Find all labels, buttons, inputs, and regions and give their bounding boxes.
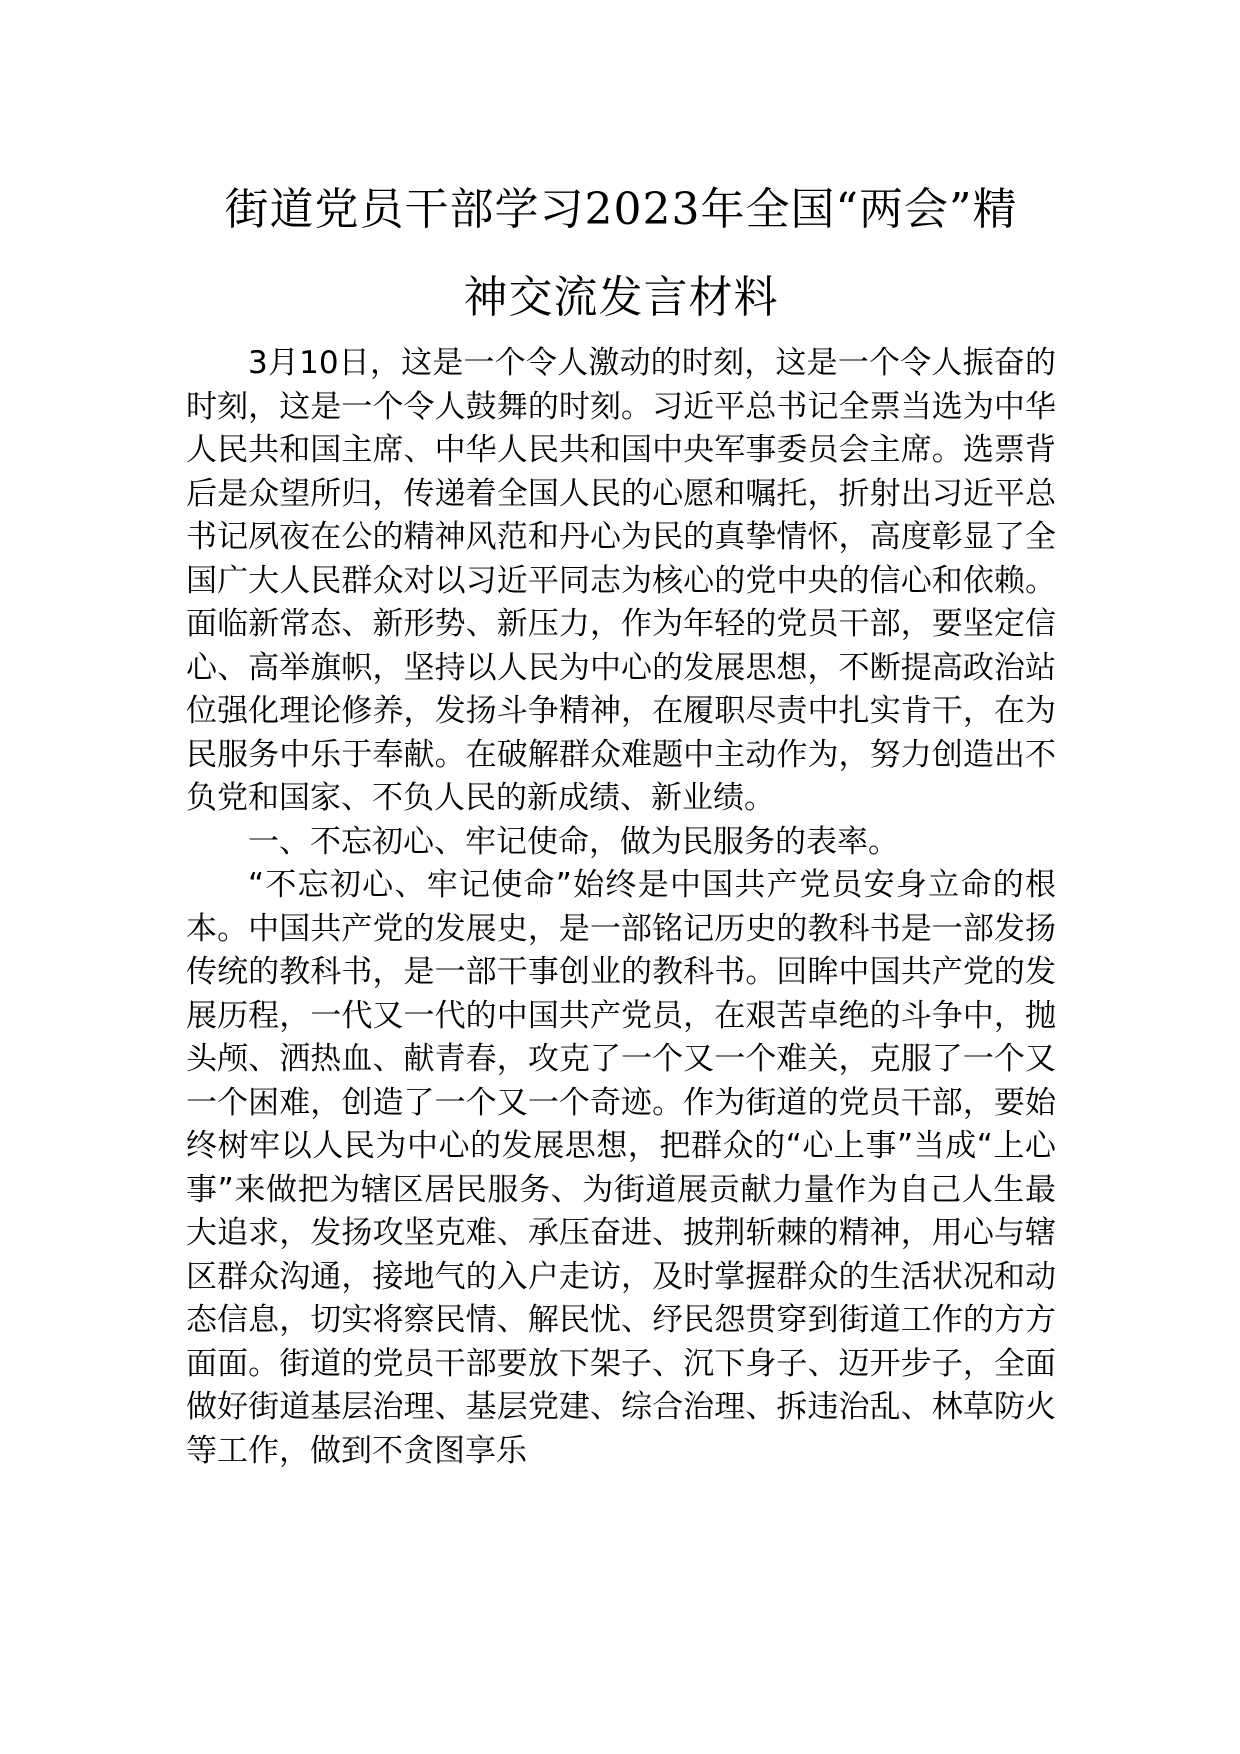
- document-body: [186, 166, 1056, 1473]
- title-line-2: 神交流发言材料: [463, 272, 779, 323]
- title-line-1: 街道党员干部学习2023年全国“两会”精: [224, 184, 1018, 235]
- paragraph-intro: 3月10日，这是一个令人激动的时刻，这是一个令人振奋的时刻，这是一个令人鼓舞的时刻。习近平总书记全票当选为中华人民共和国主席、中华人民共和国中央军事委员会主席。选票背后是众望所归，传递着全国人民的心愿和嘱托，折射出习近平总书记夙夜在公的精神风范和丹心为民的真挚情怀，高度彰显了全国广大人民群众对以习近平同志为核心的党中央的信心和依赖。面临新常态、新形势、新压力，作为年轻的党员干部，要坚定信心、高举旗帜，坚持以人民为中心的发展思想，不断提高政治站位强化理论修养，发扬斗争精神，在履职尽责中扎实肯干，在为民服务中乐于奉献。在破解群众难题中主动作为，努力创造出不负党和国家、不负人民的新成绩、新业绩。: [186, 345, 1056, 816]
- paragraph-section-1: “不忘初心、牢记使命”始终是中国共产党员安身立命的根本。中国共产党的发展史，是一部铭记历史的教科书是一部发扬传统的教科书，是一部干事创业的教科书。回眸中国共产党的发展历程，一代又一代的中国共产党员，在艰苦卓绝的斗争中，抛头颅、洒热血、献青春，攻克了一个又一个难关，克服了一个又一个困难，创造了一个又一个奇迹。作为街道的党员干部，要始终树牢以人民为中心的发展思想，把群众的“心上事”当成“上心事”来做把为辖区居民服务、为街道展贡献力量作为自己人生最大追求，发扬攻坚克难、承压奋进、披荆斩棘的精神，用心与辖区群众沟通，接地气的入户走访，及时掌握群众的生活状况和动态信息，切实将察民情、解民忧、纾民怨贯穿到街道工作的方方面面。街道的党员干部要放下架子、沉下身子、迈开步子，全面做好街道基层治理、基层党建、综合治理、拆违治乱、林草防火等工作，做到不贪图享乐: [186, 867, 1056, 1469]
- section-heading-1: 一、不忘初心、牢记使命，做为民服务的表率。: [248, 823, 899, 860]
- document-title: [186, 166, 1056, 342]
